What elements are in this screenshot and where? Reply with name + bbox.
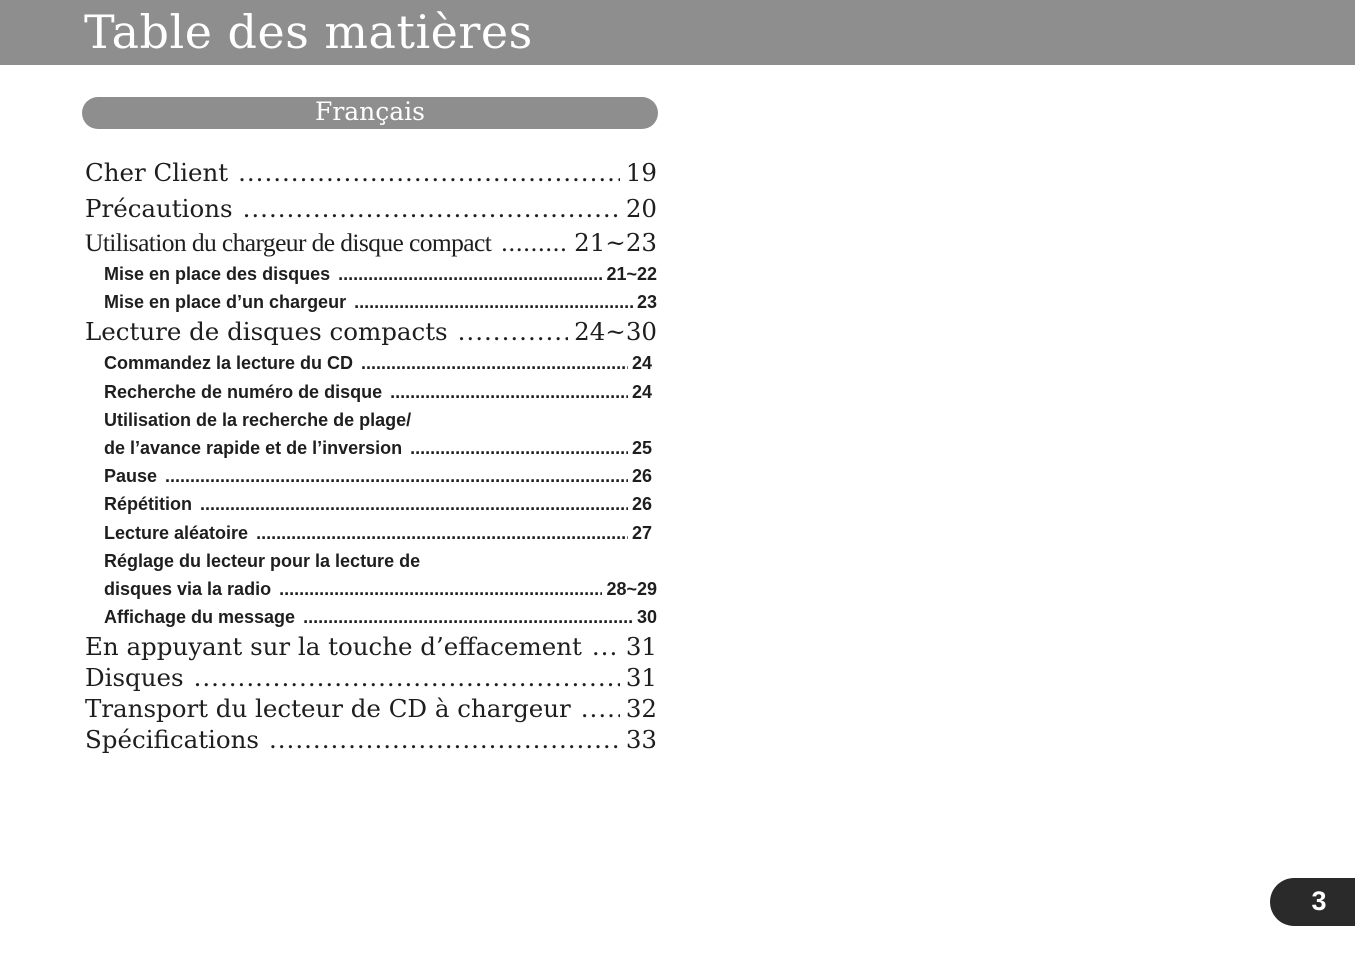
toc-entry-page: 19: [625, 158, 657, 187]
dot-leader: [581, 693, 620, 724]
dot-leader: [361, 349, 628, 377]
toc-entry-label: disques via la radio: [104, 578, 272, 599]
dot-leader: [390, 378, 628, 406]
toc-entry-precautions[interactable]: [85, 191, 657, 227]
dot-leader: [279, 575, 602, 603]
dot-leader: [238, 155, 620, 191]
toc-subentry-reglage[interactable]: [85, 575, 657, 603]
toc-subentry-recherche-numero[interactable]: [85, 378, 652, 406]
toc-entry-label: Répétition: [104, 494, 192, 515]
language-section-label: Français: [82, 97, 658, 129]
dot-leader: [303, 603, 633, 631]
toc-entry-page: 24: [631, 353, 652, 374]
toc-entry-page: 21~23: [574, 228, 657, 257]
toc-entry-label: Commandez la lecture du CD: [104, 353, 354, 374]
toc-entry-label: Recherche de numéro de disque: [104, 381, 383, 402]
toc-entry-label: de l’avance rapide et de l’inversion: [104, 437, 403, 458]
dot-leader: [458, 316, 568, 347]
toc-entry-page: 30: [636, 607, 657, 628]
toc-entry-label: Mise en place des disques: [104, 264, 331, 284]
toc-entry-page: 26: [631, 466, 652, 487]
toc-entry-page: 31: [625, 632, 657, 662]
dot-leader: [501, 227, 568, 258]
toc-entry-utilisation[interactable]: [85, 227, 657, 258]
toc-subentry-repetition[interactable]: [85, 490, 652, 518]
toc-entry-label: Transport du lecteur de CD à chargeur: [85, 694, 571, 724]
toc-entry-label: Utilisation du chargeur de disque compact: [85, 228, 492, 257]
toc-entry-page: 32: [625, 694, 657, 724]
toc-entry-label: Disques: [85, 663, 184, 693]
toc-entry-page: 25: [631, 437, 652, 458]
toc-entry-label: Pause: [104, 466, 158, 487]
dot-leader: [354, 288, 633, 316]
toc-entry-page: 27: [631, 522, 652, 543]
toc-entry-specifications[interactable]: [85, 724, 657, 755]
toc-entry-label: Spécifications: [85, 725, 259, 755]
toc-subentry-affichage[interactable]: [85, 603, 657, 631]
dot-leader: [269, 724, 620, 755]
dot-leader: [243, 191, 620, 227]
toc-entry-disques[interactable]: [85, 662, 657, 693]
page-number-badge: [1270, 878, 1355, 926]
toc-entry-page: 24~30: [574, 317, 657, 347]
toc-entry-page: 33: [625, 725, 657, 755]
toc-entry-effacement[interactable]: [85, 631, 657, 662]
toc-entry-lecture[interactable]: [85, 316, 657, 347]
page-number: 3: [1311, 886, 1327, 916]
toc-entry-page: 24: [631, 381, 652, 402]
toc-entry-page: 20: [625, 194, 657, 223]
toc-entry-cher-client[interactable]: [85, 155, 657, 191]
toc-entry-page: 31: [625, 663, 657, 693]
toc-entry-page: 28~29: [606, 578, 657, 599]
toc-entry-label: Lecture aléatoire: [104, 522, 249, 543]
page-title: Table des matières: [84, 5, 533, 59]
toc-subentry-commandez[interactable]: [85, 349, 652, 377]
toc-subentry-aleatoire[interactable]: [85, 519, 652, 547]
toc-subentry-mise-chargeur[interactable]: [85, 288, 657, 316]
toc-subentry-reglage-line1: Réglage du lecteur pour la lecture de: [104, 550, 421, 571]
toc-entry-label: Précautions: [85, 194, 233, 223]
toc-entry-transport[interactable]: [85, 693, 657, 724]
toc-entry-page: 26: [631, 494, 652, 515]
toc-entry-label: Mise en place d’un chargeur: [104, 292, 347, 313]
dot-leader: [592, 631, 620, 662]
dot-leader: [338, 260, 602, 288]
dot-leader: [200, 490, 628, 518]
toc-subentry-recherche-plage[interactable]: [85, 434, 652, 462]
dot-leader: [194, 662, 620, 693]
toc-subentry-recherche-plage-line1: Utilisation de la recherche de plage/: [104, 409, 412, 430]
toc-entry-page: 23: [636, 292, 657, 313]
toc-entry-page: 21~22: [606, 264, 657, 284]
toc-subentry-mise-disques[interactable]: [85, 260, 657, 288]
dot-leader: [256, 519, 628, 547]
toc-entry-label: Cher Client: [85, 158, 229, 187]
toc-entry-label: En appuyant sur la touche d’effacement: [85, 632, 582, 662]
dot-leader: [165, 462, 628, 490]
dot-leader: [410, 434, 628, 462]
toc-entry-label: Affichage du message: [104, 607, 296, 628]
toc-entry-label: Lecture de disques compacts: [85, 317, 448, 347]
toc-subentry-pause[interactable]: [85, 462, 652, 490]
table-of-contents: [85, 155, 657, 755]
